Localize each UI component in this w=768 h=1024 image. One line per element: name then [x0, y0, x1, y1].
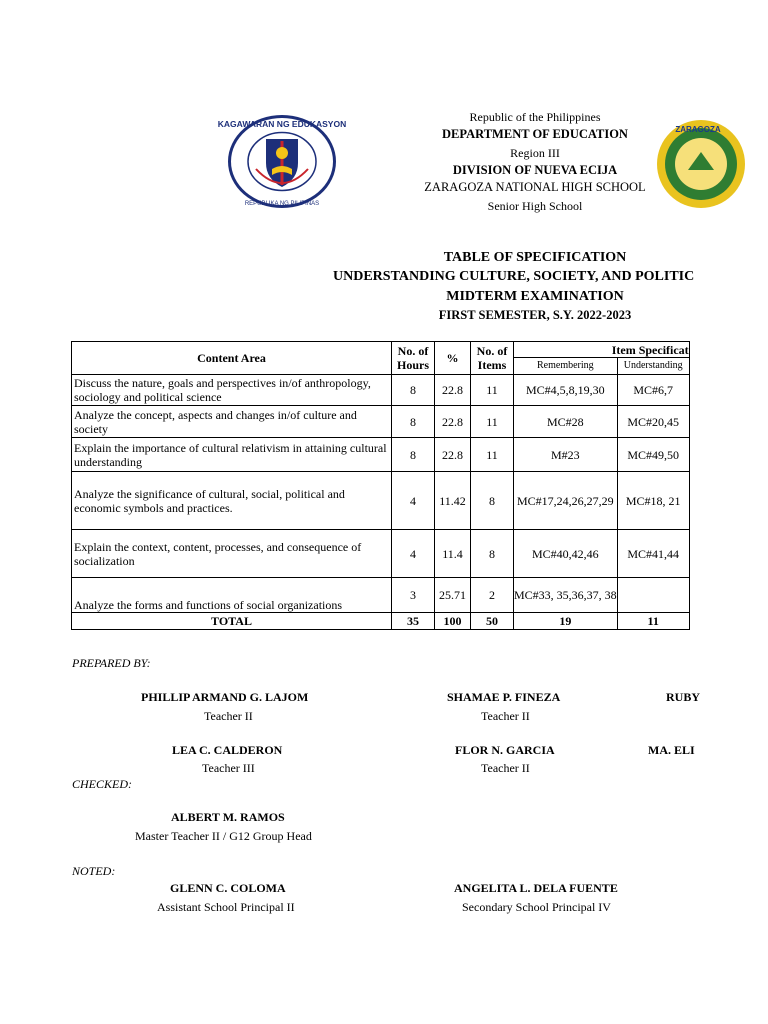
hours-cell: 4 — [392, 472, 435, 530]
understanding-cell: MC#18, 21 — [617, 472, 689, 530]
items-cell: 2 — [471, 578, 514, 613]
hours-cell: 3 — [392, 578, 435, 613]
signatory-name: GLENN C. COLOMA — [170, 881, 286, 895]
header-department: DEPARTMENT OF EDUCATION — [442, 127, 628, 141]
total-percent: 100 — [435, 613, 471, 630]
hours-cell: 8 — [392, 406, 435, 438]
signatory-role: Teacher II — [204, 709, 253, 723]
understanding-cell — [617, 578, 689, 613]
remembering-cell: M#23 — [514, 438, 618, 472]
signatory-name: ALBERT M. RAMOS — [171, 810, 285, 824]
understanding-cell: MC#6,7 — [617, 375, 689, 406]
table-row — [72, 438, 690, 472]
understanding-cell: MC#41,44 — [617, 530, 689, 578]
header-item-specification: Item Specificat — [514, 342, 690, 358]
content-area-cell: Discuss the nature, goals and perspectives in/of anthropology, sociology and political science — [72, 375, 392, 406]
signatory-name: SHAMAE P. FINEZA — [447, 690, 561, 704]
percent-cell: 22.8 — [435, 375, 471, 406]
signatory-role: Teacher III — [202, 761, 255, 775]
items-cell: 11 — [471, 375, 514, 406]
signatory-name: MA. ELI — [648, 743, 695, 757]
remembering-cell: MC#33, 35,36,37, 38 — [514, 578, 618, 613]
remembering-cell: MC#17,24,26,27,29 — [514, 472, 618, 530]
content-area-cell: Analyze the forms and functions of social organizations — [72, 578, 392, 613]
header-republic: Republic of the Philippines — [469, 110, 601, 124]
header-shs: Senior High School — [487, 199, 583, 213]
table-row — [72, 472, 690, 530]
percent-cell: 22.8 — [435, 406, 471, 438]
header-content-area: Content Area — [72, 342, 392, 375]
deped-seal-logo — [217, 113, 347, 210]
content-area-cell: Explain the context, content, processes, and consequence of socialization — [72, 530, 392, 578]
items-cell: 11 — [471, 438, 514, 472]
table-row — [72, 578, 690, 613]
svg-text:ZARAGOZA: ZARAGOZA — [675, 125, 721, 134]
header-division: DIVISION OF NUEVA ECIJA — [452, 163, 618, 177]
title-tos: TABLE OF SPECIFICATION — [443, 250, 627, 265]
total-row — [72, 613, 690, 630]
remembering-cell: MC#4,5,8,19,30 — [514, 375, 618, 406]
signatory-role: Secondary School Principal IV — [462, 900, 611, 914]
content-area-cell: Analyze the significance of cultural, social, political and economic symbols and practices. — [72, 472, 392, 530]
total-items: 50 — [471, 613, 514, 630]
header-percent: % — [435, 342, 471, 375]
remembering-cell: MC#40,42,46 — [514, 530, 618, 578]
prepared-by-label: PREPARED BY: — [72, 656, 151, 670]
noted-label: NOTED: — [72, 864, 116, 878]
table-row — [72, 375, 690, 406]
header-school: ZARAGOZA NATIONAL HIGH SCHOOL — [424, 180, 646, 194]
signatory-role: Teacher II — [481, 761, 530, 775]
remembering-cell: MC#28 — [514, 406, 618, 438]
content-area-cell: Explain the importance of cultural relativism in attaining cultural understanding — [72, 438, 392, 472]
svg-text:REPUBLIKA NG PILIPINAS: REPUBLIKA NG PILIPINAS — [244, 201, 320, 207]
items-cell: 8 — [471, 530, 514, 578]
title-subject: UNDERSTANDING CULTURE, SOCIETY, AND POLITIC — [333, 269, 695, 284]
header-understanding: Understanding — [617, 358, 689, 375]
items-cell: 8 — [471, 472, 514, 530]
percent-cell: 25.71 — [435, 578, 471, 613]
signatory-name: FLOR N. GARCIA — [455, 743, 555, 757]
signatory-name: RUBY — [666, 690, 701, 704]
hours-cell: 4 — [392, 530, 435, 578]
signatory-role: Teacher II — [481, 709, 530, 723]
specification-table — [71, 341, 690, 630]
checked-label: CHECKED: — [72, 777, 132, 791]
total-hours: 35 — [392, 613, 435, 630]
understanding-cell: MC#49,50 — [617, 438, 689, 472]
total-understanding: 11 — [617, 613, 689, 630]
signatory-role: Assistant School Principal II — [157, 900, 295, 914]
percent-cell: 11.42 — [435, 472, 471, 530]
table-row — [72, 530, 690, 578]
signatory-name: LEA C. CALDERON — [172, 743, 283, 757]
signatory-name: ANGELITA L. DELA FUENTE — [454, 881, 618, 895]
title-exam: MIDTERM EXAMINATION — [446, 289, 624, 304]
hours-cell: 8 — [392, 438, 435, 472]
content-area-cell: Analyze the concept, aspects and changes in/of culture and society — [72, 406, 392, 438]
header-items: No. of Items — [471, 342, 514, 375]
table-row — [72, 406, 690, 438]
total-label: TOTAL — [72, 613, 392, 630]
title-semester: FIRST SEMESTER, S.Y. 2022-2023 — [438, 308, 632, 322]
header-region: Region III — [510, 146, 560, 160]
understanding-cell: MC#20,45 — [617, 406, 689, 438]
signatory-name: PHILLIP ARMAND G. LAJOM — [141, 690, 309, 704]
hours-cell: 8 — [392, 375, 435, 406]
items-cell: 11 — [471, 406, 514, 438]
signatory-role: Master Teacher II / G12 Group Head — [135, 829, 312, 843]
header-hours: No. of Hours — [392, 342, 435, 375]
percent-cell: 11.4 — [435, 530, 471, 578]
total-remembering: 19 — [514, 613, 618, 630]
deped-seal-text: KAGAWARAN NG EDUKASYON — [217, 119, 347, 129]
header-remembering: Remembering — [514, 358, 618, 375]
percent-cell: 22.8 — [435, 438, 471, 472]
